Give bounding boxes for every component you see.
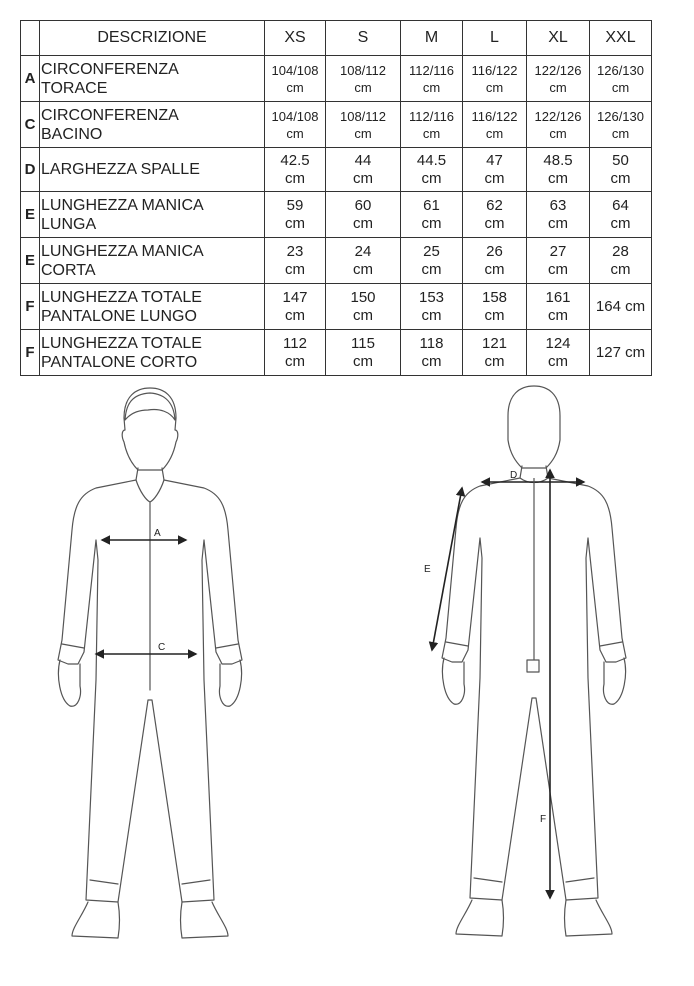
size-value-text: 158 cm bbox=[481, 288, 508, 324]
header-size-xxl: XXL bbox=[590, 21, 652, 56]
table-row bbox=[21, 148, 652, 192]
size-value-cell bbox=[463, 330, 527, 376]
row-description-text: CIRCONFERENZA TORACE bbox=[41, 60, 179, 97]
header-size-m: M bbox=[401, 21, 463, 56]
size-value-cell bbox=[265, 192, 326, 238]
table-body bbox=[21, 56, 652, 376]
row-letter: F bbox=[21, 284, 40, 330]
size-value-text: 25 cm bbox=[421, 242, 442, 278]
size-value-cell bbox=[590, 102, 652, 148]
size-value-cell bbox=[401, 192, 463, 238]
row-letter: A bbox=[21, 56, 40, 102]
row-description bbox=[40, 102, 265, 148]
size-value-cell bbox=[326, 56, 401, 102]
size-value-text: 48.5 cm bbox=[543, 151, 573, 187]
size-value-text: 112/116 cm bbox=[408, 62, 455, 95]
label-e: E bbox=[424, 564, 431, 575]
size-value-text: 63 cm bbox=[548, 196, 568, 232]
size-value-cell bbox=[463, 284, 527, 330]
size-value-cell bbox=[590, 284, 652, 330]
size-value-text: 108/112 cm bbox=[339, 108, 387, 141]
size-value-text: 118 cm bbox=[419, 334, 444, 370]
size-value-text: 24 cm bbox=[353, 242, 373, 278]
size-value-cell bbox=[527, 148, 590, 192]
size-value-cell bbox=[326, 192, 401, 238]
size-value-text: 161 cm bbox=[545, 288, 571, 324]
size-value-text: 121 cm bbox=[481, 334, 508, 370]
size-value-cell bbox=[527, 284, 590, 330]
size-value-cell bbox=[527, 238, 590, 284]
front-figure bbox=[58, 388, 242, 938]
row-letter: E bbox=[21, 238, 40, 284]
size-value-text: 27 cm bbox=[548, 242, 568, 278]
figures-illustration bbox=[0, 378, 694, 986]
size-value-text: 127 cm bbox=[595, 343, 646, 361]
size-value-cell bbox=[463, 192, 527, 238]
row-description-text: CIRCONFERENZA BACINO bbox=[41, 106, 179, 143]
row-description bbox=[40, 56, 265, 102]
row-description-text: LUNGHEZZA TOTALE PANTALONE LUNGO bbox=[41, 288, 202, 325]
size-value-cell bbox=[401, 238, 463, 284]
row-description bbox=[40, 330, 265, 376]
table-row bbox=[21, 56, 652, 102]
size-value-text: 59 cm bbox=[285, 196, 305, 232]
row-letter: E bbox=[21, 192, 40, 238]
size-value-cell bbox=[527, 330, 590, 376]
size-value-text: 28 cm bbox=[610, 242, 631, 278]
label-c: C bbox=[158, 642, 166, 653]
size-value-cell bbox=[326, 238, 401, 284]
row-letter: D bbox=[21, 148, 40, 192]
front-hair bbox=[125, 393, 175, 420]
size-value-text: 122/126 cm bbox=[534, 62, 582, 95]
size-value-text: 116/122 cm bbox=[471, 62, 518, 95]
table-row bbox=[21, 238, 652, 284]
size-value-cell bbox=[401, 148, 463, 192]
size-value-text: 47 cm bbox=[484, 151, 505, 187]
front-feet bbox=[72, 902, 228, 938]
header-size-s: S bbox=[326, 21, 401, 56]
row-description bbox=[40, 284, 265, 330]
size-value-text: 61 cm bbox=[421, 196, 442, 232]
header-size-xl: XL bbox=[527, 21, 590, 56]
size-value-cell bbox=[527, 192, 590, 238]
table-header-row bbox=[21, 21, 652, 56]
size-value-cell bbox=[590, 238, 652, 284]
size-value-cell bbox=[326, 330, 401, 376]
size-value-cell bbox=[463, 148, 527, 192]
label-a: A bbox=[154, 528, 161, 539]
row-description bbox=[40, 148, 265, 192]
table-row bbox=[21, 284, 652, 330]
size-value-text: 147 cm bbox=[282, 288, 308, 324]
size-value-text: 42.5 cm bbox=[280, 151, 310, 187]
size-value-cell bbox=[527, 102, 590, 148]
row-description bbox=[40, 192, 265, 238]
size-value-text: 115 cm bbox=[351, 334, 375, 370]
row-letter: F bbox=[21, 330, 40, 376]
table-row bbox=[21, 102, 652, 148]
row-description-text: LARGHEZZA SPALLE bbox=[41, 161, 200, 178]
size-value-cell bbox=[401, 330, 463, 376]
size-value-cell bbox=[463, 238, 527, 284]
label-f: F bbox=[540, 814, 547, 825]
size-value-cell bbox=[326, 148, 401, 192]
size-value-cell bbox=[265, 284, 326, 330]
size-value-cell bbox=[326, 102, 401, 148]
table-row bbox=[21, 330, 652, 376]
size-value-text: 112 cm bbox=[283, 334, 307, 370]
front-collar bbox=[136, 480, 164, 502]
size-value-text: 164 cm bbox=[595, 297, 646, 315]
size-value-cell bbox=[463, 102, 527, 148]
front-head bbox=[122, 388, 178, 470]
size-value-text: 44.5 cm bbox=[416, 151, 447, 187]
size-value-cell bbox=[527, 56, 590, 102]
size-value-cell bbox=[590, 148, 652, 192]
size-value-text: 50 cm bbox=[610, 151, 631, 187]
size-value-cell bbox=[265, 238, 326, 284]
size-value-cell bbox=[265, 330, 326, 376]
size-value-text: 64 cm bbox=[610, 196, 631, 232]
back-figure bbox=[442, 386, 626, 936]
size-value-text: 23 cm bbox=[285, 242, 305, 278]
size-value-cell bbox=[590, 192, 652, 238]
size-value-text: 122/126 cm bbox=[534, 108, 582, 141]
size-value-text: 60 cm bbox=[353, 196, 373, 232]
back-tag bbox=[527, 660, 539, 672]
row-letter: C bbox=[21, 102, 40, 148]
size-value-text: 116/122 cm bbox=[471, 108, 518, 141]
size-value-cell bbox=[590, 56, 652, 102]
size-value-text: 104/108 cm bbox=[271, 108, 319, 141]
size-value-text: 153 cm bbox=[418, 288, 445, 324]
size-value-cell bbox=[590, 330, 652, 376]
size-value-cell bbox=[326, 284, 401, 330]
size-value-cell bbox=[401, 284, 463, 330]
corner-cell bbox=[21, 21, 40, 56]
size-value-text: 126/130 cm bbox=[597, 62, 644, 95]
size-table bbox=[20, 20, 652, 376]
back-hands bbox=[442, 658, 625, 704]
size-value-text: 108/112 cm bbox=[339, 62, 387, 95]
back-feet bbox=[456, 900, 612, 936]
table-row bbox=[21, 192, 652, 238]
size-value-cell bbox=[463, 56, 527, 102]
size-value-cell bbox=[401, 102, 463, 148]
size-value-text: 124 cm bbox=[545, 334, 571, 370]
label-d: D bbox=[510, 470, 518, 481]
size-value-cell bbox=[265, 56, 326, 102]
size-value-cell bbox=[265, 102, 326, 148]
size-value-cell bbox=[401, 56, 463, 102]
size-value-cell bbox=[265, 148, 326, 192]
size-value-text: 26 cm bbox=[484, 242, 505, 278]
row-description-text: LUNGHEZZA TOTALE PANTALONE CORTO bbox=[41, 334, 202, 371]
header-size-xs: XS bbox=[265, 21, 326, 56]
header-description: DESCRIZIONE bbox=[40, 21, 265, 56]
size-value-text: 62 cm bbox=[484, 196, 505, 232]
size-value-text: 112/116 cm bbox=[408, 108, 455, 141]
size-value-text: 150 cm bbox=[350, 288, 376, 324]
size-value-text: 104/108 cm bbox=[271, 62, 319, 95]
size-value-text: 44 cm bbox=[353, 151, 373, 187]
header-size-l: L bbox=[463, 21, 527, 56]
back-head bbox=[508, 386, 560, 468]
row-description-text: LUNGHEZZA MANICA CORTA bbox=[41, 242, 204, 279]
size-value-text: 126/130 cm bbox=[597, 108, 644, 141]
row-description bbox=[40, 238, 265, 284]
row-description-text: LUNGHEZZA MANICA LUNGA bbox=[41, 196, 204, 233]
